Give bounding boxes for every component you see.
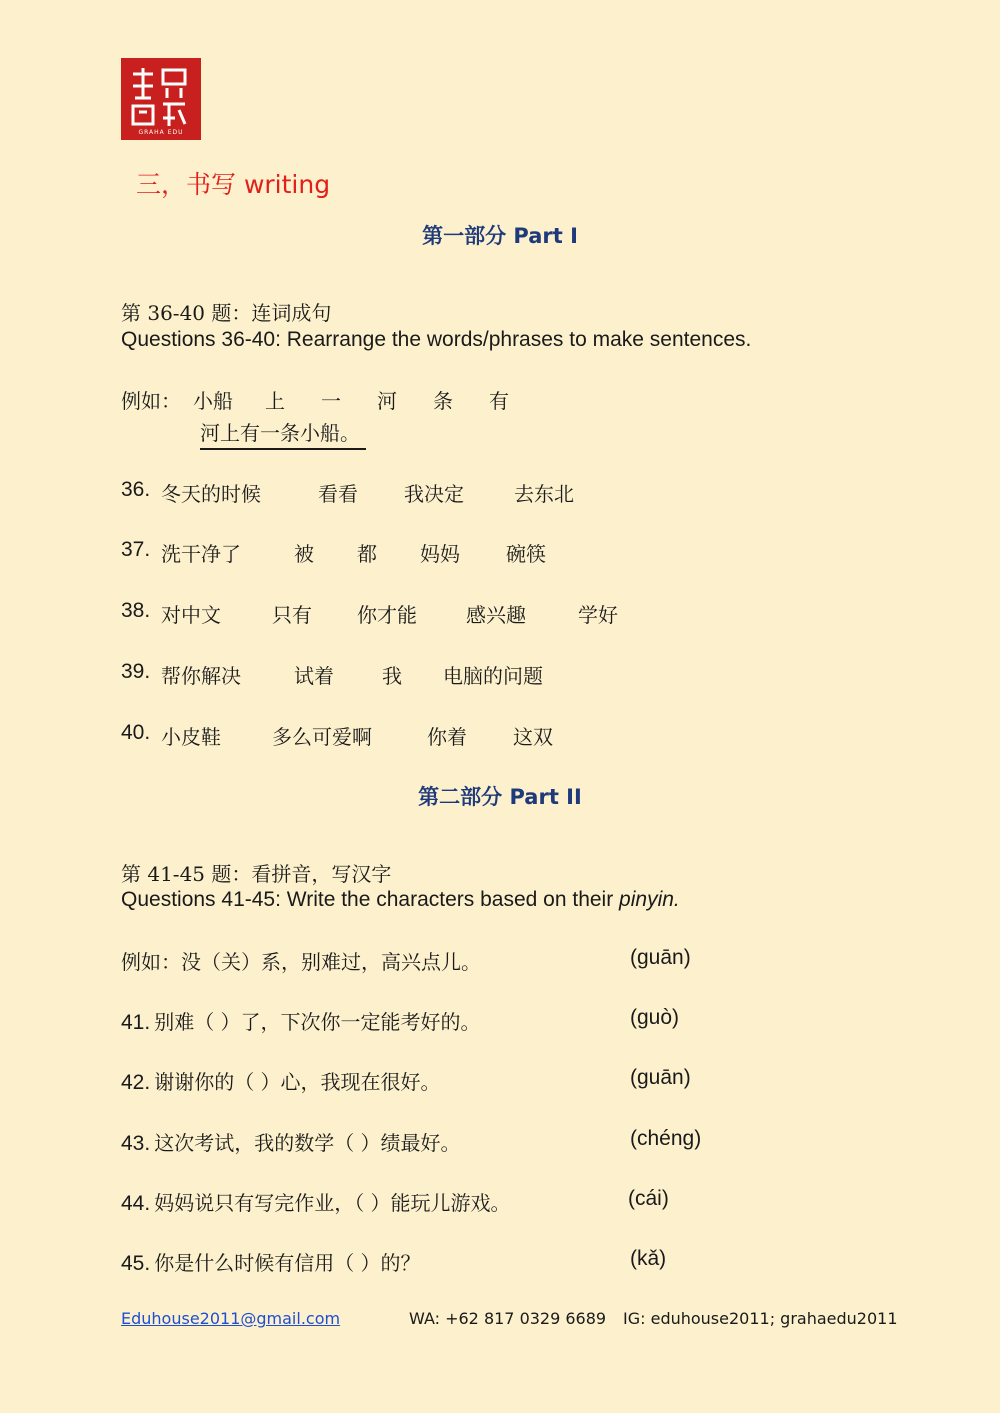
question-text: 别难（ ）了，下次你一定能考好的。 [154, 1010, 481, 1034]
pinyin-44: (cái) [628, 1187, 669, 1210]
footer-whatsapp: WA: +62 817 0329 6689 [409, 1309, 607, 1328]
section-title: 三，书写 writing [136, 170, 331, 199]
graha-edu-logo [121, 58, 201, 140]
word-card: 你才能 [357, 603, 417, 627]
word-card: 小皮鞋 [161, 725, 221, 749]
word-card: 碗筷 [506, 542, 546, 566]
question-number: 39. [121, 660, 151, 683]
question-40 [121, 721, 641, 749]
question-number: 36. [121, 478, 151, 501]
word-card: 感兴趣 [466, 603, 526, 627]
question-number: 43. [121, 1132, 151, 1155]
word-card: 我 [382, 664, 402, 688]
part-2-title: 第二部分 Part II [418, 785, 582, 809]
question-36 [121, 478, 641, 506]
question-number: 40. [121, 721, 151, 744]
example-word: 有 [489, 389, 509, 413]
pinyin-42: (guān) [630, 1066, 691, 1089]
word-card: 学好 [578, 603, 618, 627]
word-card: 这双 [513, 725, 553, 749]
part-1-instruction-cn: 第 36-40 题：连词成句 [121, 301, 332, 325]
example-answer: 河上有一条小船。 [200, 417, 366, 450]
word-card: 冬天的时候 [161, 482, 261, 506]
example-word: 小船 [193, 389, 233, 413]
question-number: 42. [121, 1071, 151, 1094]
footer-instagram: IG: eduhouse2011; grahaedu2011 [623, 1309, 898, 1328]
instruction-text: Questions 41-45: Write the characters based on their [121, 888, 620, 911]
question-42 [121, 1066, 441, 1095]
word-card: 去东北 [514, 482, 574, 506]
part-2-instruction-cn: 第 41-45 题：看拼音，写汉字 [121, 862, 392, 886]
word-card: 只有 [272, 603, 312, 627]
part-1-instruction-en: Questions 36-40: Rearrange the words/phrases to make sentences. [121, 328, 752, 351]
question-41 [121, 1006, 481, 1035]
word-card: 洗干净了 [161, 542, 241, 566]
pinyin-43: (chéng) [630, 1127, 702, 1150]
example-label: 例如： [121, 389, 181, 413]
question-39 [121, 660, 641, 688]
question-text: 谢谢你的（ ）心，我现在很好。 [154, 1070, 441, 1094]
word-card: 试着 [294, 664, 334, 688]
question-45 [121, 1247, 421, 1276]
question-number: 45. [121, 1252, 151, 1275]
example-word: 条 [433, 389, 453, 413]
word-card: 帮你解决 [161, 664, 241, 688]
part-2-instruction-en [121, 888, 680, 912]
question-number: 44. [121, 1192, 151, 1215]
word-card: 对中文 [161, 603, 221, 627]
word-card: 都 [357, 542, 377, 566]
example-words-row [121, 385, 541, 413]
question-text: 这次考试，我的数学（ ）绩最好。 [154, 1131, 461, 1155]
question-number: 41. [121, 1011, 151, 1034]
word-card: 电脑的问题 [443, 664, 543, 688]
word-card: 我决定 [404, 482, 464, 506]
pinyin-45: (kǎ) [630, 1247, 667, 1270]
question-text: 妈妈说只有写完作业，（ ）能玩儿游戏。 [154, 1191, 511, 1215]
logo-seal-icon [121, 58, 201, 140]
question-number: 37. [121, 538, 151, 561]
part-1-title: 第一部分 Part I [422, 224, 578, 248]
question-44 [121, 1187, 511, 1216]
example-word: 一 [321, 389, 341, 413]
word-card: 被 [294, 542, 314, 566]
question-37 [121, 538, 641, 566]
instruction-italic: pinyin. [619, 888, 680, 911]
logo-subtitle: GRAHA EDU [138, 129, 184, 136]
question-43 [121, 1127, 461, 1156]
pinyin-41: (guò) [630, 1006, 680, 1029]
word-card: 妈妈 [420, 542, 460, 566]
word-card: 你着 [427, 725, 467, 749]
question-38 [121, 599, 681, 627]
example-sentence: 例如：没（关）系，别难过，高兴点儿。 [121, 950, 481, 974]
question-number: 38. [121, 599, 151, 622]
footer-email-link[interactable]: Eduhouse2011@gmail.com [121, 1309, 341, 1328]
example-word: 上 [265, 389, 285, 413]
word-card: 多么可爱啊 [272, 725, 372, 749]
example-pinyin: (guān) [630, 946, 691, 969]
question-text: 你是什么时候有信用（ ）的？ [154, 1251, 421, 1275]
example-word: 河 [377, 389, 397, 413]
word-card: 看看 [318, 482, 358, 506]
